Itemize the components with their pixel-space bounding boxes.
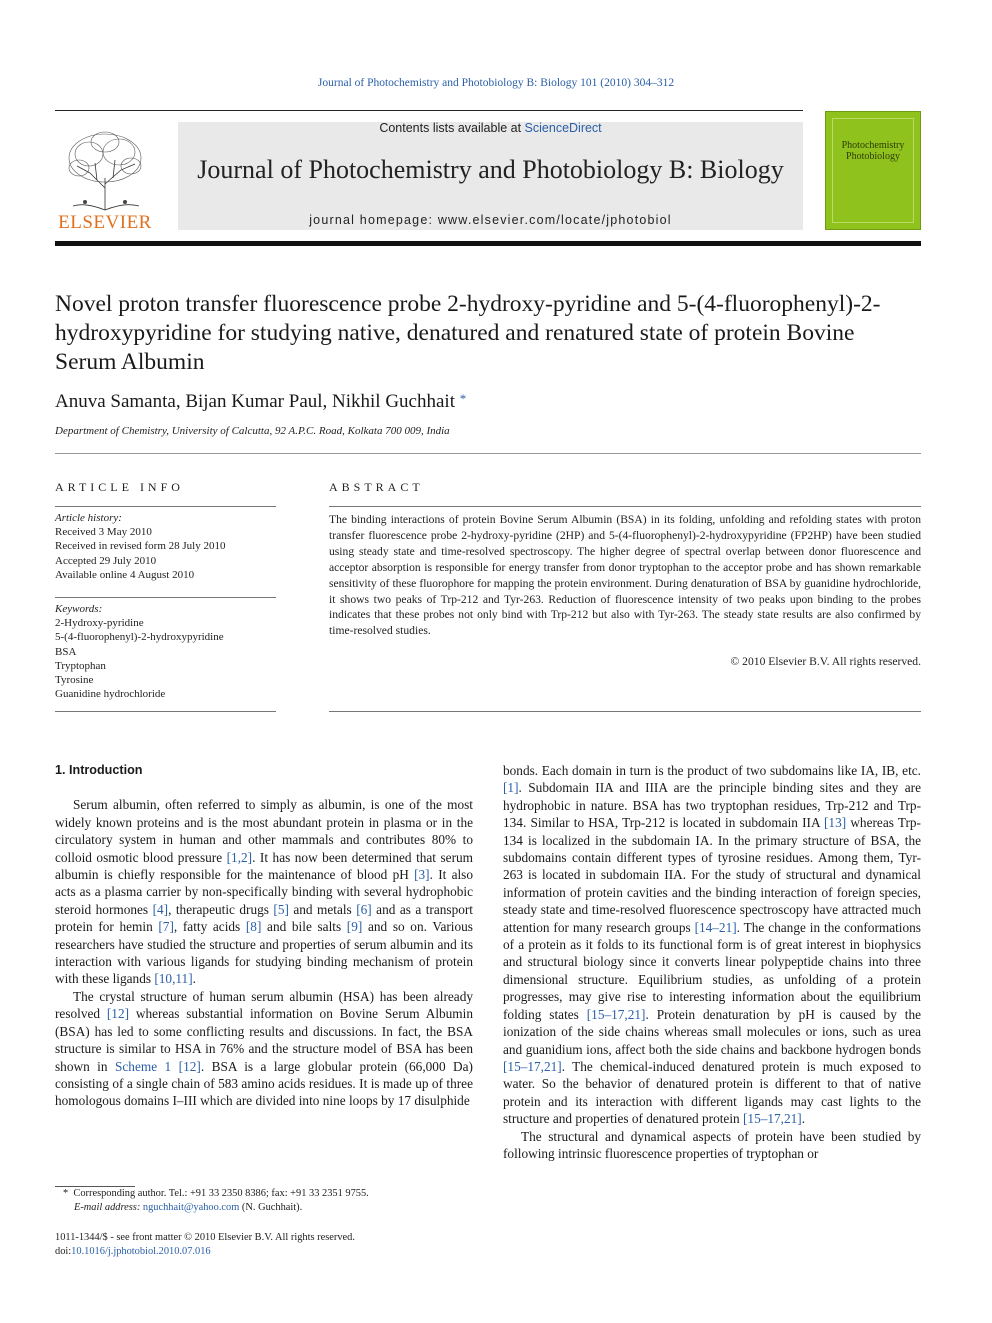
- citation-link[interactable]: [7]: [158, 919, 174, 935]
- authors-names: Anuva Samanta, Bijan Kumar Paul, Nikhil Guchhait: [55, 391, 455, 412]
- citation-link[interactable]: [10,11]: [154, 971, 193, 987]
- paragraph-text: . It has now been determined that serum albumin is chiefly responsible for the maintenance of blood pH: [55, 849, 473, 883]
- doi-label: doi:: [55, 1245, 72, 1257]
- citation-link[interactable]: [12]: [106, 1006, 130, 1022]
- paragraph-text: , therapeutic drugs: [168, 901, 274, 917]
- paragraph-text: .: [192, 971, 196, 987]
- front-matter: [55, 1231, 473, 1259]
- paragraph-text: [171, 1059, 178, 1074]
- contents-prefix: Contents lists available at: [379, 121, 525, 135]
- info-rule-top: [55, 506, 276, 507]
- abstract-heading: ABSTRACT: [329, 480, 424, 494]
- corresponding-info: Corresponding author. Tel.: +91 33 2350 8386; fax: +91 33 2351 9755.: [73, 1188, 369, 1199]
- history-accepted: Accepted 29 July 2010: [55, 554, 157, 567]
- citation-link[interactable]: [14–21]: [694, 919, 737, 935]
- sciencedirect-link[interactable]: ScienceDirect: [524, 121, 602, 135]
- history-label: Article history:: [55, 512, 122, 524]
- citation-link[interactable]: [8]: [245, 919, 262, 935]
- abstract-rule-top: [329, 506, 921, 507]
- history-received: Received 3 May 2010: [55, 526, 152, 539]
- keyword-item: 5-(4-fluorophenyl)-2-hydroxypyridine: [55, 631, 224, 644]
- article-info-heading: ARTICLE INFO: [55, 480, 184, 494]
- homepage-prefix: journal homepage:: [309, 213, 438, 227]
- keywords-list: [55, 602, 276, 701]
- journal-name: Journal of Photochemistry and Photobiology B: Biology: [197, 155, 784, 184]
- cover-title: Photochemistry Photobiology: [841, 140, 905, 162]
- affiliation-rule: [55, 453, 921, 454]
- corresponding-footnote: [55, 1187, 473, 1215]
- header-rule: [55, 110, 803, 111]
- cover-frame: [832, 118, 914, 223]
- paragraph-text: whereas Trp-134 is localized in the subdomain IA. In the primary structure of BSA, the subdomains contain different types of tyrosine residues. Among them, Tyr-263 is located in subdomain IIA. For the study of structural and dynamical information of protein cavities and the binding interaction of foreign species, steady state and time-resolved fluorescence spectroscopy have attracted much attention for many research groups: [503, 815, 921, 935]
- paragraph: The structural and dynamical aspects of protein have been studied by following intrinsic fluorescence properties of tryptophan or: [503, 1128, 921, 1161]
- article-title: Novel proton transfer fluorescence probe 2-hydroxy-pyridine and 5-(4-fluorophenyl)-2-hydroxypyridine for studying native, denatured and renatured state of protein Bovine Serum Albumin: [55, 291, 881, 375]
- history-online: Available online 4 August 2010: [55, 568, 195, 581]
- paragraph-text: . It also acts as a plasma carrier by non-specifically binding with several hydrophobic steroid hormones: [55, 867, 473, 917]
- header-thick-rule: [55, 241, 921, 246]
- keyword-item: BSA: [55, 645, 77, 658]
- keyword-item: Tryptophan: [55, 659, 106, 672]
- section-title: 1. Introduction: [55, 763, 143, 777]
- paragraph-text: whereas substantial information on Bovine Serum Albumin (BSA) has led to some conflicting results and discussions. In fact, the BSA structure is similar to HSA in 76% and the structure model of BSA has been shown in: [55, 1006, 473, 1074]
- journal-homepage: [178, 213, 803, 227]
- body-column-left: [55, 762, 473, 1110]
- citation-link[interactable]: [1,2]: [226, 849, 253, 865]
- article-history: [55, 511, 276, 582]
- homepage-url[interactable]: www.elsevier.com/locate/jphotobiol: [437, 213, 672, 227]
- elsevier-wordmark: ELSEVIER: [58, 212, 152, 233]
- paragraph-text: and bile salts: [261, 919, 347, 935]
- citation-link[interactable]: [15–17,21]: [503, 1058, 562, 1074]
- paragraph-text: and so on. Various researchers have studied the structure and properties of serum albumin and its interaction with various ligands for studying binding mechanism of protein with these ligands: [55, 919, 473, 987]
- paragraph-text: and as a transport protein for hemin: [55, 901, 473, 935]
- info-rule-bottom: [55, 711, 276, 712]
- corresponding-author-mark[interactable]: *: [459, 391, 467, 406]
- doi-link[interactable]: 10.1016/j.jphotobiol.2010.07.016: [71, 1245, 211, 1257]
- paragraph-text: . BSA is a large globular protein (66,000 Da) consisting of a single chain of 583 amino acids residues. It is made up of three homologous domains I–III which are divided into nine loops by 17 disulphide: [55, 1058, 473, 1109]
- author-list: [55, 391, 466, 413]
- paragraph-text: The crystal structure of human serum albumin (HSA) has been already resolved: [55, 988, 473, 1022]
- paragraph: [55, 796, 473, 987]
- citation-link[interactable]: [4]: [152, 901, 169, 917]
- footnote-mark: *: [63, 1188, 69, 1199]
- keywords-label: Keywords:: [55, 603, 103, 615]
- citation-link[interactable]: [3]: [414, 867, 430, 883]
- paragraph-text: .: [801, 1111, 806, 1127]
- citation-link[interactable]: Scheme 1: [115, 1058, 172, 1074]
- issn-line: 1011-1344/$ - see front matter © 2010 Elsevier B.V. All rights reserved.: [55, 1232, 355, 1243]
- paragraph-text: . The change in the conformations of a protein as it folds to its functional form is of great interest in biophysics and structural biology since it converts linear polypeptide chains into three dimensional structure. Equilibrium studies, as unfolding of a protein progresses, may give rise to interesting information about the equilibrium folding states: [503, 919, 921, 1022]
- citation-link[interactable]: [15–17,21]: [586, 1006, 646, 1022]
- citation-link[interactable]: [1]: [503, 780, 519, 796]
- body-column-right: [503, 762, 921, 1162]
- citation-link[interactable]: [12]: [178, 1058, 201, 1074]
- keyword-item: Tyrosine: [55, 674, 94, 687]
- affiliation: Department of Chemistry, University of Calcutta, 92 A.P.C. Road, Kolkata 700 009, India: [55, 425, 450, 437]
- info-rule-middle: [55, 597, 276, 598]
- keyword-item: 2-Hydroxy-pyridine: [55, 617, 144, 630]
- citation-link[interactable]: [13]: [824, 815, 847, 831]
- paragraph: [503, 762, 921, 1128]
- paragraph-text: and metals: [288, 901, 357, 917]
- paragraph-text: , fatty acids: [173, 919, 246, 935]
- abstract-rule-bottom: [329, 711, 921, 712]
- journal-citation[interactable]: Journal of Photochemistry and Photobiology B: Biology 101 (2010) 304–312: [317, 77, 675, 89]
- citation-link[interactable]: [6]: [356, 901, 372, 917]
- contents-available: [178, 121, 803, 135]
- paragraph-text: bonds. Each domain in turn is the product of two subdomains like IA, IB, etc.: [503, 763, 921, 778]
- paragraph: [55, 988, 473, 1110]
- paragraph-text: Serum albumin, often referred to simply as albumin, is one of the most widely known proteins and is the most abundant protein in plasma or in the circulatory system in human and other mammals and contributes 80% to colloid osmotic blood pressure: [55, 797, 473, 865]
- citation-link[interactable]: [15–17,21]: [743, 1111, 802, 1127]
- paragraph-text: . Protein denaturation by pH is caused by the ionization of the side chains whereas small molecules or ions, such as urea and guanidium ions, affect both the side chains and backbone hydrogen bonds: [503, 1006, 921, 1057]
- copyright-notice: © 2010 Elsevier B.V. All rights reserved.: [730, 655, 921, 668]
- keyword-item: Guanidine hydrochloride: [55, 688, 166, 701]
- citation-link[interactable]: [9]: [346, 919, 363, 935]
- citation-link[interactable]: [5]: [273, 901, 289, 917]
- email-link[interactable]: nguchhait@yahoo.com: [142, 1201, 240, 1213]
- email-suffix: (N. Guchhait).: [239, 1201, 303, 1213]
- abstract-text: The binding interactions of protein Bovine Serum Albumin (BSA) in its folding, unfolding and refolding states with proton transfer fluorescence probe 2-hydroxy-pyridine (2HP) and 5-(4-fluorophenyl)-2-hydroxypyridine (FP2HP) have been studied using steady state and time-resolved spectroscopy. The higher degree of spectral overlap between donor fluorescence and acceptor absorption is responsible for energy transfer from donor tryptophan to the acceptor probe and has shown remarkable sensitivity of these fluorophore for mapping the protein environment. During denaturation of BSA by guanidine hydrochloride, it shows two peaks of Trp-212 and Tyr-263. Reduction of fluorescence intensity of two peaks upon binding to the probes indicates that these probes not only bind with Trp-212 but also with Tyr-263. The steady state results are also confirmed by time-resolved studies.: [329, 513, 921, 638]
- journal-cover-thumbnail[interactable]: [825, 111, 921, 230]
- history-revised: Received in revised form 28 July 2010: [55, 540, 226, 553]
- paragraph-text: . The chemical-induced denatured protein is much exposed to water. So the behavior of denatured protein is different to that of native protein and its interaction with different ligands may cast lights to the structure and properties of denatured protein: [503, 1058, 921, 1127]
- paragraph-text: . Subdomain IIA and IIIA are the principle binding sites and they are hydrophobic in nature. BSA has two tryptophan residues, Trp-212 and Trp-134. Similar to HSA, Trp-212 is located in subdomain IIA: [503, 780, 921, 831]
- email-label: E-mail address:: [74, 1201, 143, 1213]
